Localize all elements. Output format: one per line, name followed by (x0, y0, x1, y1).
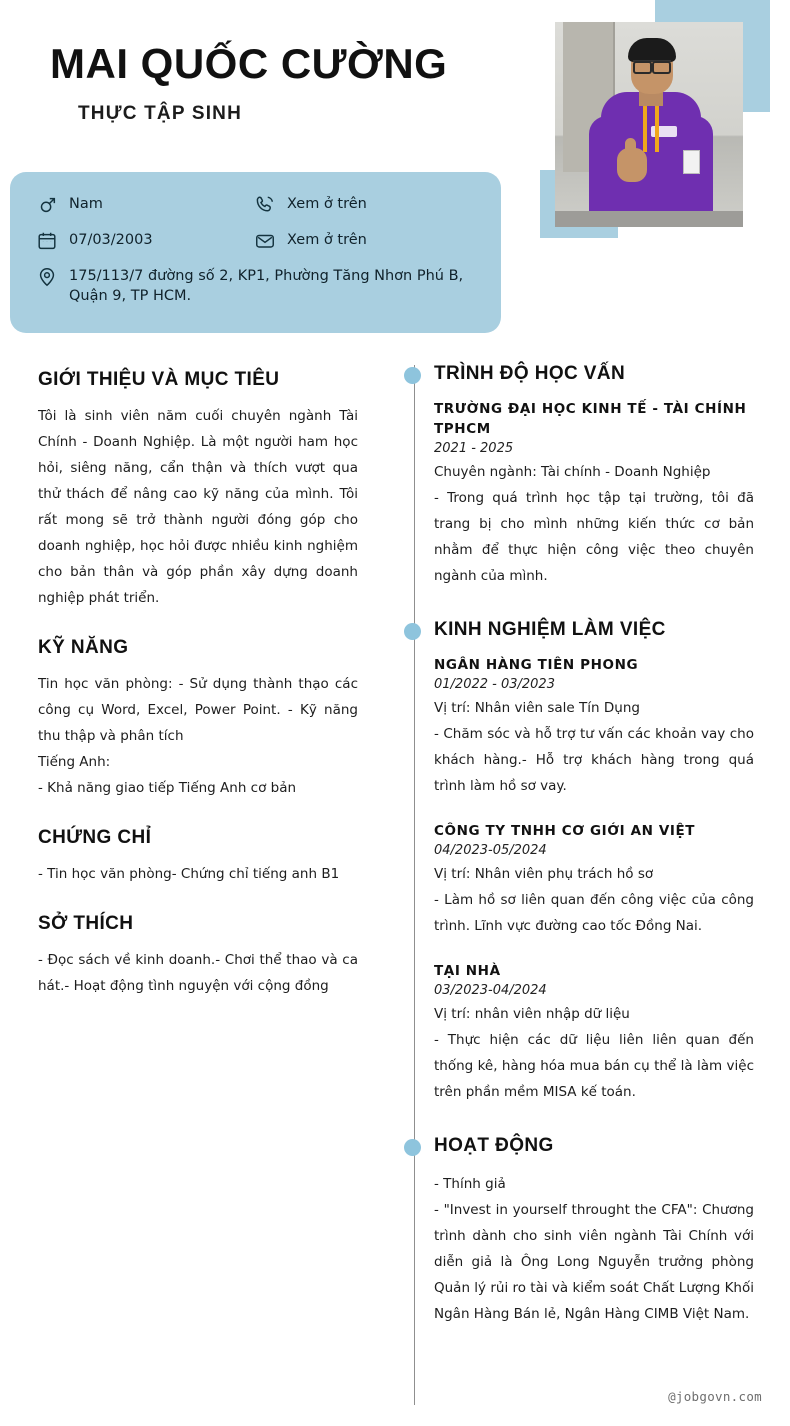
section-heading-education (434, 363, 754, 385)
education-org: TRƯỜNG ĐẠI HỌC KINH TẾ - TÀI CHÍNH TPHCM (434, 401, 747, 437)
section-experience (434, 619, 754, 1105)
contact-phone-value: Xem ở trên (287, 196, 367, 212)
experience-detail: - Thực hiện các dữ liệu liên liên quan đến thống kê, hàng hóa mua bán cụ thể là làm việc trên phần mềm MISA kế toán. (434, 1032, 754, 1100)
experience-detail: - Làm hồ sơ liên quan đến công việc của công trình. Lĩnh vực đường cao tốc Đồng Nai. (434, 892, 754, 934)
section-title-activities: HOẠT ĐỘNG (434, 1135, 554, 1156)
contact-address-value: 175/113/7 đường số 2, KP1, Phường Tăng Nhơn Phú B, Quận 9, TP HCM. (69, 268, 464, 304)
contact-row-2 (36, 230, 475, 252)
calendar-icon (36, 230, 58, 252)
contact-row-3 (36, 266, 475, 306)
section-title-education: TRÌNH ĐỘ HỌC VẤN (434, 363, 626, 384)
hobbies-text: - Đọc sách về kinh doanh.- Chơi thể thao và ca hát.- Hoạt động tình nguyện với cộng đồng (38, 952, 358, 994)
location-icon (36, 266, 58, 288)
section-certificates (38, 827, 358, 887)
phone-icon (254, 194, 276, 216)
education-date: 2021 - 2025 (434, 441, 514, 456)
experience-date: 01/2022 - 03/2023 (434, 677, 555, 692)
experience-date: 03/2023-04/2024 (434, 983, 547, 998)
experience-position: Vị trí: nhân viên nhập dữ liệu (434, 1006, 630, 1022)
skills-line-1: Tin học văn phòng: - Sử dụng thành thạo các công cụ Word, Excel, Power Point. - Kỹ năng thu thập và phân tích (38, 676, 358, 744)
mail-icon (254, 230, 276, 252)
experience-position: Vị trí: Nhân viên sale Tín Dụng (434, 700, 640, 716)
experience-entry (434, 821, 754, 939)
section-education (434, 363, 754, 589)
section-heading-activities (434, 1135, 754, 1157)
experience-org: TẠI NHÀ (434, 963, 501, 979)
contact-email (254, 230, 472, 252)
experience-entry (434, 961, 754, 1105)
contact-box (10, 172, 501, 333)
job-role: THỰC TẬP SINH (78, 103, 243, 124)
section-title-hobbies: SỞ THÍCH (38, 913, 134, 934)
contact-address (36, 266, 475, 306)
page-title: MAI QUỐC CƯỜNG (50, 40, 448, 87)
section-title-experience: KINH NGHIỆM LÀM VIỆC (434, 619, 666, 640)
intro-text: Tôi là sinh viên năm cuối chuyên ngành Tài Chính - Doanh Nghiệp. Là một người ham học hỏi, siêng năng, cẩn thận và thích vượt qua thử thách để nâng cao kỹ năng của mình. Tôi rất mong sẽ trở thành người đóng góp cho doanh nghiệp, học hỏi được nhiều kinh nghiệm cho bản thân và góp phần xây dựng doanh nghiệp phát triển. (38, 408, 358, 606)
cv-header (0, 0, 790, 355)
experience-position: Vị trí: Nhân viên phụ trách hồ sơ (434, 866, 654, 882)
contact-dob (36, 230, 254, 252)
left-column (38, 369, 358, 999)
activities-line-1: - Thính giả (434, 1176, 506, 1192)
section-intro (38, 369, 358, 611)
experience-org: NGÂN HÀNG TIÊN PHONG (434, 657, 639, 673)
education-major: Chuyên ngành: Tài chính - Doanh Nghiệp (434, 464, 711, 480)
watermark: @jobgovn.com (668, 1389, 762, 1404)
section-heading-experience (434, 619, 754, 641)
avatar (555, 22, 743, 227)
experience-detail: - Chăm sóc và hỗ trợ tư vấn các khoản vay cho khách hàng.- Hỗ trợ khách hàng trong quá trình làm hồ sơ vay. (434, 726, 754, 794)
experience-entry (434, 655, 754, 799)
skills-line-3: - Khả năng giao tiếp Tiếng Anh cơ bản (38, 780, 297, 796)
gender-icon (36, 194, 58, 216)
skills-line-2: Tiếng Anh: (38, 754, 111, 770)
bullet-dot-icon (404, 367, 421, 384)
section-hobbies (38, 913, 358, 999)
activities-line-2: - "Invest in yourself throught the CFA": Chương trình dành cho sinh viên ngành Tài Chính với diễn giả là Ông Long Nguyễn trưởng phòng Quản lý rủi ro tài và kiểm soát Chất Lượng Khối Ngân Hàng Bán lẻ, Ngân Hàng CIMB Việt Nam. (434, 1202, 754, 1322)
bullet-dot-icon (404, 1139, 421, 1156)
contact-phone (254, 194, 472, 216)
section-title-skills: KỸ NĂNG (38, 637, 129, 658)
right-column (434, 363, 754, 1357)
contact-dob-value: 07/03/2003 (69, 232, 153, 248)
experience-org: CÔNG TY TNHH CƠ GIỚI AN VIỆT (434, 823, 696, 839)
experience-date: 04/2023-05/2024 (434, 843, 547, 858)
contact-row-1 (36, 194, 475, 216)
bullet-dot-icon (404, 623, 421, 640)
section-title-intro: GIỚI THIỆU VÀ MỤC TIÊU (38, 369, 280, 390)
education-detail: - Trong quá trình học tập tại trường, tôi đã trang bị cho mình những kiến thức cơ bản nhằm để thực hiện công việc theo chuyên ngành của mình. (434, 490, 754, 584)
contact-gender-value: Nam (69, 196, 103, 212)
section-skills (38, 637, 358, 801)
contact-email-value: Xem ở trên (287, 232, 367, 248)
section-activities (434, 1135, 754, 1327)
education-entry (434, 399, 754, 589)
contact-gender (36, 194, 254, 216)
section-title-certificates: CHỨNG CHỈ (38, 827, 152, 848)
certificates-text: - Tin học văn phòng- Chứng chỉ tiếng anh B1 (38, 866, 340, 882)
column-divider (414, 365, 415, 1405)
